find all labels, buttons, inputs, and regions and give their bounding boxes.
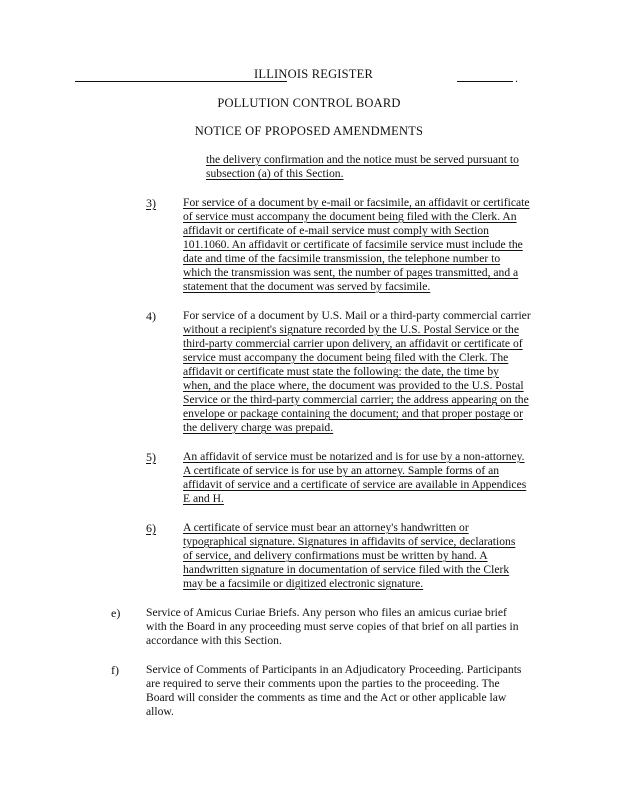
header-rule-right: [457, 81, 513, 82]
item-line: envelope or package containing the document; and that proper postage or: [183, 407, 523, 420]
item-line: Service or the third-party commercial carrier; the address appearing on the: [183, 393, 529, 406]
section-letter: f): [111, 663, 119, 677]
notice-title: NOTICE OF PROPOSED AMENDMENTS: [194, 124, 424, 138]
item-line: affidavit of service and a certificate of service are available in Appendices: [183, 478, 527, 491]
section-line: accordance with this Section.: [146, 634, 282, 647]
item-number: 5): [146, 450, 156, 464]
continuation-line: the delivery confirmation and the notice must be served pursuant to: [206, 153, 519, 166]
header-dot: .: [515, 71, 518, 85]
item-line: may be a facsimile or digitized electronic signature.: [183, 577, 424, 590]
section-line: with the Board in any proceeding must serve copies of that brief on all parties in: [146, 620, 519, 633]
board-title: POLLUTION CONTROL BOARD: [217, 96, 401, 110]
section-line: Service of Comments of Participants in an Adjudicatory Proceeding. Participants: [146, 663, 522, 676]
section-line: Board will consider the comments as time and the Act or other applicable law: [146, 691, 507, 704]
section-line: allow.: [146, 705, 174, 718]
item-line: For service of a document by U.S. Mail or a third-party commercial carrier: [183, 309, 531, 322]
section-line: are required to serve their comments upon the parties to the proceeding. The: [146, 677, 500, 690]
item-line: date and time of the facsimile transmission, the telephone number to: [183, 252, 501, 265]
item-line: without a recipient's signature recorded by the U.S. Postal Service or the: [183, 323, 519, 336]
item-line: affidavit or certificate of e-mail service must comply with Section: [183, 224, 489, 237]
register-title: ILLINOIS REGISTER: [254, 67, 374, 81]
item-line: third-party commercial carrier upon delivery, an affidavit or certificate of: [183, 337, 523, 350]
item-line: the delivery charge was prepaid.: [183, 421, 334, 434]
item-line: service must accompany the document being filed with the Clerk. The: [183, 351, 509, 364]
item-line: when, and the place where, the document was provided to the U.S. Postal: [183, 379, 524, 392]
item-line: For service of a document by e-mail or facsimile, an affidavit or certificate: [183, 196, 530, 209]
item-line: typographical signature. Signatures in affidavits of service, declarations: [183, 535, 516, 548]
item-line: An affidavit of service must be notarized and is for use by a non-attorney.: [183, 450, 525, 463]
item-line: handwritten signature in documentation of service filed with the Clerk: [183, 563, 510, 576]
item-line: 101.1060. An affidavit or certificate of facsimile service must include the: [183, 238, 523, 251]
section-line: Service of Amicus Curiae Briefs. Any person who files an amicus curiae brief: [146, 606, 507, 619]
item-line: of service must accompany the document being filed with the Clerk. An: [183, 210, 517, 223]
item-line: which the transmission was sent, the number of pages transmitted, and a: [183, 266, 519, 279]
item-line: of service, and delivery confirmations must be written by hand. A: [183, 549, 488, 562]
section-letter: e): [111, 606, 121, 620]
item-number: 6): [146, 521, 156, 535]
item-line: E and H.: [183, 492, 224, 505]
item-line: affidavit or certificate must state the following: the date, the time by: [183, 365, 499, 378]
item-line: A certificate of service must bear an attorney's handwritten or: [183, 521, 469, 534]
item-number: 4): [146, 309, 156, 323]
continuation-line: subsection (a) of this Section.: [206, 167, 344, 180]
item-line: A certificate of service is for use by an attorney. Sample forms of an: [183, 464, 500, 477]
item-number: 3): [146, 196, 156, 210]
item-line: statement that the document was served by facsimile.: [183, 280, 431, 293]
